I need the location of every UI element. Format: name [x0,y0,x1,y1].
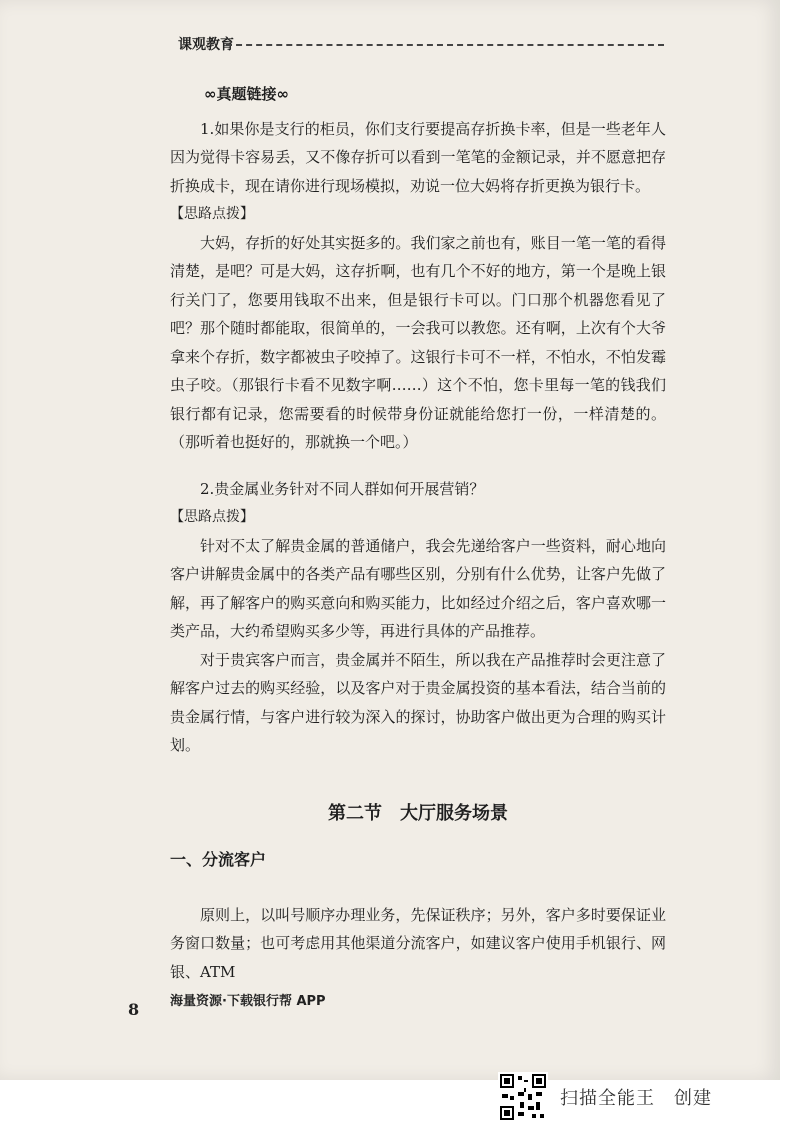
answer-1: 大妈，存折的好处其实挺多的。我们家之前也有，账目一笔一笔的看得清楚，是吧？可是大妈，这存折啊，也有几个不好的地方，第一个是晚上银行关门了，您要用钱取不出来，但是银行卡可以。门口那个机器您看见了吧？那个随时都能取，很简单的，一会我可以教您。还有啊，上次有个大爷拿来个存折，数字都被虫子咬掉了。这银行卡可不一样，不怕水，不怕发霉虫子咬。（那银行卡看不见数字啊……）这个不怕，您卡里每一笔的钱我们银行都有记录，您需要看的时候带身份证就能给您打一份，一样清楚的。（那听着也挺好的，那就换一个吧。） [170,233,666,451]
page-content [170,80,666,986]
section2-paragraph: 原则上，以叫号顺序办理业务，先保证秩序；另外，客户多时要保证业务窗口数量；也可考虑用其他渠道分流客户，如建议客户使用手机银行、网银、ATM [170,905,666,981]
header-brand: 课观教育 [178,37,234,53]
answer-2a: 针对不太了解贵金属的普通储户，我会先递给客户一些资料，耐心地向客户讲解贵金属中的各类产品有哪些区别，分别有什么优势，让客户先做了解，再了解客户的购买意向和购买能力，比如经过介绍之后，客户喜欢哪一类产品，大约希望购买多少等，再进行具体的产品推荐。 [170,536,666,640]
question-2: 2.贵金属业务针对不同人群如何开展营销？ [200,479,485,498]
hint-label-1: 【思路点拨】 [170,206,254,222]
header-divider [226,44,664,46]
sub-heading: 一、分流客户 [170,850,267,869]
section-title-exam-link: ∞真题链接∞ [204,85,289,103]
watermark-text: 扫描全能王 创建 [560,1088,712,1109]
section-heading: 第二节 大厅服务场景 [328,802,508,824]
qr-code-icon [498,1072,548,1122]
answer-2b: 对于贵宾客户而言，贵金属并不陌生，所以我在产品推荐时会更注意了解客户过去的购买经验，以及客户对于贵金属投资的基本看法，结合当前的贵金属行情，与客户进行较为深入的探讨，协助客户做出更为合理的购买计划。 [170,650,666,754]
page-number: 8 [128,1000,140,1019]
hint-label-2: 【思路点拨】 [170,509,254,525]
question-1: 1.如果你是支行的柜员，你们支行要提高存折换卡率，但是一些老年人因为觉得卡容易丢，又不像存折可以看到一笔笔的金额记录，并不愿意把存折换成卡，现在请你进行现场模拟，劝说一位大妈将存折更换为银行卡。 [170,119,666,195]
footer-text: 海量资源·下载银行帮 APP [170,994,326,1009]
